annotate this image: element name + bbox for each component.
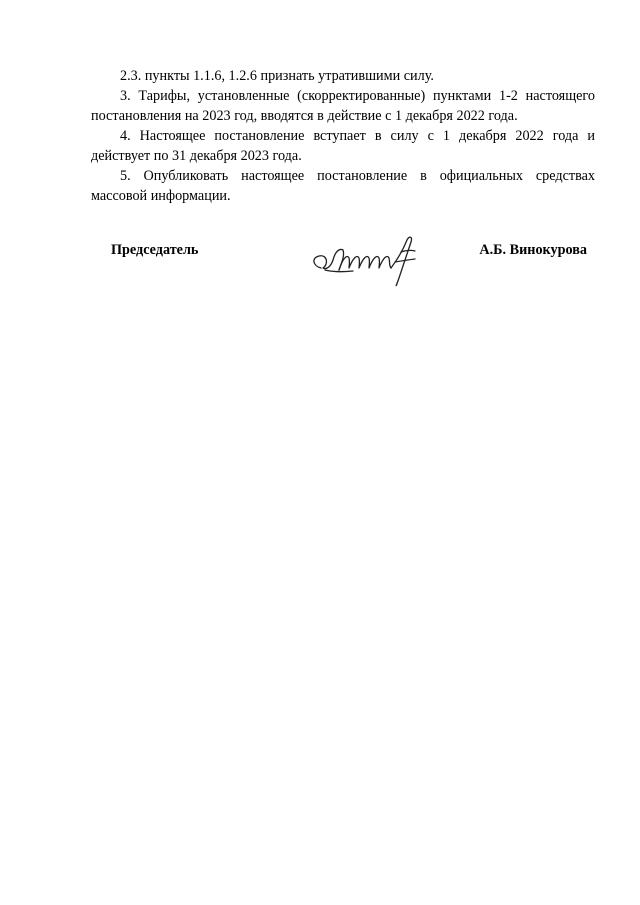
document-body [91, 66, 595, 206]
signatory-role: Председатель [111, 242, 199, 258]
signatory-name: А.Б. Винокурова [479, 242, 587, 258]
handwritten-signature [303, 232, 433, 292]
paragraph-2-3: 2.3. пункты 1.1.6, 1.2.6 признать утратившими силу. [120, 68, 434, 84]
signature-block [111, 240, 587, 300]
paragraph-4: 4. Настоящее постановление вступает в силу с 1 декабря 2022 года и действует по 31 декабря 2023 года. [91, 128, 595, 164]
paragraph-5: 5. Опубликовать настоящее постановление в официальных средствах массовой информации. [91, 168, 595, 204]
paragraph-3: 3. Тарифы, установленные (скорректированные) пунктами 1-2 настоящего постановления на 2023 год, вводятся в действие с 1 декабря 2022 года. [91, 88, 595, 124]
